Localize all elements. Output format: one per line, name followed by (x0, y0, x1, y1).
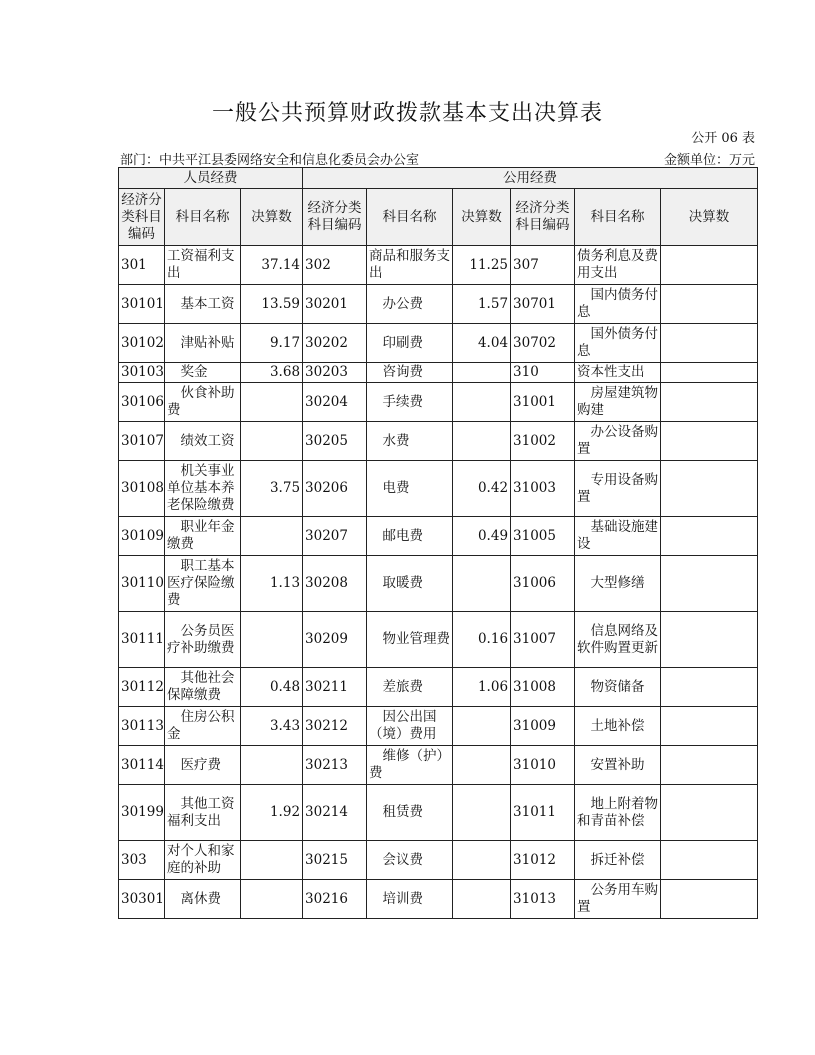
name-cell: 其他工资福利支出 (165, 785, 241, 841)
code-cell: 31011 (511, 785, 575, 841)
amount-cell (661, 556, 758, 612)
code-cell: 30206 (303, 461, 367, 517)
name-cell: 公务员医疗补助缴费 (165, 612, 241, 668)
table-row (119, 324, 758, 363)
amount-cell (453, 841, 511, 880)
code-cell: 31002 (511, 422, 575, 461)
code-cell: 30112 (119, 668, 165, 707)
code-cell: 30215 (303, 841, 367, 880)
amount-cell (241, 383, 303, 422)
code-cell: 31013 (511, 880, 575, 919)
code-cell: 30114 (119, 746, 165, 785)
amount-cell (661, 461, 758, 517)
amount-cell (453, 785, 511, 841)
code-cell: 31007 (511, 612, 575, 668)
amount-cell: 1.13 (241, 556, 303, 612)
amount-cell: 3.68 (241, 363, 303, 383)
code-cell: 30103 (119, 363, 165, 383)
code-cell: 31001 (511, 383, 575, 422)
amount-cell (661, 841, 758, 880)
expenditure-table (118, 167, 758, 919)
col-amount-3: 决算数 (661, 189, 758, 246)
name-cell: 工资福利支出 (165, 246, 241, 285)
name-cell: 因公出国（境）费用 (367, 707, 453, 746)
code-cell: 310 (511, 363, 575, 383)
name-cell: 津贴补贴 (165, 324, 241, 363)
code-cell: 30213 (303, 746, 367, 785)
name-cell: 信息网络及软件购置更新 (575, 612, 661, 668)
code-cell: 30216 (303, 880, 367, 919)
code-cell: 30106 (119, 383, 165, 422)
name-cell: 专用设备购置 (575, 461, 661, 517)
amount-cell (661, 746, 758, 785)
code-cell: 301 (119, 246, 165, 285)
name-cell: 安置补助 (575, 746, 661, 785)
code-cell: 30208 (303, 556, 367, 612)
amount-cell: 11.25 (453, 246, 511, 285)
col-name-3: 科目名称 (575, 189, 661, 246)
amount-cell (661, 517, 758, 556)
code-cell: 30211 (303, 668, 367, 707)
department-label: 部门：中共平江县委网络安全和信息化委员会办公室 (120, 153, 420, 168)
code-cell: 30113 (119, 707, 165, 746)
table-row (119, 246, 758, 285)
amount-cell (241, 841, 303, 880)
amount-cell (453, 383, 511, 422)
name-cell: 职业年金缴费 (165, 517, 241, 556)
amount-cell: 0.48 (241, 668, 303, 707)
name-cell: 基础设施建设 (575, 517, 661, 556)
name-cell: 邮电费 (367, 517, 453, 556)
amount-cell: 3.43 (241, 707, 303, 746)
name-cell: 物业管理费 (367, 612, 453, 668)
col-name-1: 科目名称 (165, 189, 241, 246)
table-row (119, 422, 758, 461)
personnel-header: 人员经费 (119, 168, 303, 189)
name-cell: 土地补偿 (575, 707, 661, 746)
name-cell: 机关事业单位基本养老保险缴费 (165, 461, 241, 517)
name-cell: 资本性支出 (575, 363, 661, 383)
amount-cell (453, 746, 511, 785)
name-cell: 办公费 (367, 285, 453, 324)
code-cell: 30202 (303, 324, 367, 363)
name-cell: 奖金 (165, 363, 241, 383)
col-amount-2: 决算数 (453, 189, 511, 246)
amount-cell: 0.16 (453, 612, 511, 668)
name-cell: 拆迁补偿 (575, 841, 661, 880)
name-cell: 电费 (367, 461, 453, 517)
table-row (119, 363, 758, 383)
amount-cell (661, 324, 758, 363)
table-row (119, 556, 758, 612)
header-row-columns (119, 189, 758, 246)
table-row (119, 841, 758, 880)
amount-cell: 9.17 (241, 324, 303, 363)
name-cell: 取暖费 (367, 556, 453, 612)
name-cell: 商品和服务支出 (367, 246, 453, 285)
code-cell: 302 (303, 246, 367, 285)
amount-cell (661, 422, 758, 461)
amount-cell (661, 668, 758, 707)
code-cell: 30209 (303, 612, 367, 668)
code-cell: 30102 (119, 324, 165, 363)
table-row (119, 461, 758, 517)
amount-cell: 4.04 (453, 324, 511, 363)
name-cell: 维修（护）费 (367, 746, 453, 785)
amount-cell: 0.42 (453, 461, 511, 517)
name-cell: 物资储备 (575, 668, 661, 707)
name-cell: 住房公积金 (165, 707, 241, 746)
col-code-3: 经济分类科目编码 (511, 189, 575, 246)
amount-cell (241, 612, 303, 668)
name-cell: 国内债务付息 (575, 285, 661, 324)
col-code-2: 经济分类科目编码 (303, 189, 367, 246)
amount-cell: 0.49 (453, 517, 511, 556)
form-number: 公开 06 表 (691, 131, 755, 146)
name-cell: 对个人和家庭的补助 (165, 841, 241, 880)
name-cell: 手续费 (367, 383, 453, 422)
amount-cell (241, 422, 303, 461)
name-cell: 大型修缮 (575, 556, 661, 612)
code-cell: 307 (511, 246, 575, 285)
code-cell: 31008 (511, 668, 575, 707)
table-row (119, 285, 758, 324)
name-cell: 会议费 (367, 841, 453, 880)
name-cell: 水费 (367, 422, 453, 461)
amount-cell (661, 880, 758, 919)
name-cell: 国外债务付息 (575, 324, 661, 363)
amount-cell: 1.06 (453, 668, 511, 707)
code-cell: 30702 (511, 324, 575, 363)
amount-cell (453, 880, 511, 919)
code-cell: 30109 (119, 517, 165, 556)
amount-cell: 37.14 (241, 246, 303, 285)
col-name-2: 科目名称 (367, 189, 453, 246)
name-cell: 租赁费 (367, 785, 453, 841)
table-row (119, 668, 758, 707)
amount-cell (661, 785, 758, 841)
code-cell: 30199 (119, 785, 165, 841)
code-cell: 31010 (511, 746, 575, 785)
table-row (119, 707, 758, 746)
table-row (119, 517, 758, 556)
code-cell: 31003 (511, 461, 575, 517)
amount-cell (241, 880, 303, 919)
name-cell: 基本工资 (165, 285, 241, 324)
code-cell: 30301 (119, 880, 165, 919)
name-cell: 其他社会保障缴费 (165, 668, 241, 707)
amount-cell (661, 383, 758, 422)
code-cell: 30203 (303, 363, 367, 383)
table-row (119, 880, 758, 919)
name-cell: 离休费 (165, 880, 241, 919)
amount-cell: 1.57 (453, 285, 511, 324)
name-cell: 公务用车购置 (575, 880, 661, 919)
header-row-groups (119, 168, 758, 189)
name-cell: 债务利息及费用支出 (575, 246, 661, 285)
code-cell: 30110 (119, 556, 165, 612)
public-header: 公用经费 (303, 168, 758, 189)
amount-cell (661, 612, 758, 668)
code-cell: 30207 (303, 517, 367, 556)
amount-cell (453, 422, 511, 461)
amount-cell: 1.92 (241, 785, 303, 841)
name-cell: 医疗费 (165, 746, 241, 785)
table-row (119, 746, 758, 785)
name-cell: 印刷费 (367, 324, 453, 363)
code-cell: 30107 (119, 422, 165, 461)
amount-cell: 3.75 (241, 461, 303, 517)
unit-label: 金额单位：万元 (663, 153, 755, 168)
code-cell: 30212 (303, 707, 367, 746)
code-cell: 30205 (303, 422, 367, 461)
name-cell: 差旅费 (367, 668, 453, 707)
amount-cell (661, 285, 758, 324)
code-cell: 31005 (511, 517, 575, 556)
amount-cell (453, 363, 511, 383)
code-cell: 31012 (511, 841, 575, 880)
amount-cell (241, 746, 303, 785)
name-cell: 伙食补助费 (165, 383, 241, 422)
col-amount-1: 决算数 (241, 189, 303, 246)
name-cell: 办公设备购置 (575, 422, 661, 461)
name-cell: 咨询费 (367, 363, 453, 383)
code-cell: 303 (119, 841, 165, 880)
page-title: 一般公共预算财政拨款基本支出决算表 (211, 101, 603, 126)
code-cell: 31009 (511, 707, 575, 746)
amount-cell (661, 707, 758, 746)
name-cell: 职工基本医疗保险缴费 (165, 556, 241, 612)
amount-cell (661, 246, 758, 285)
code-cell: 30214 (303, 785, 367, 841)
code-cell: 30204 (303, 383, 367, 422)
table-row (119, 383, 758, 422)
amount-cell (453, 707, 511, 746)
amount-cell (453, 556, 511, 612)
name-cell: 绩效工资 (165, 422, 241, 461)
code-cell: 31006 (511, 556, 575, 612)
code-cell: 30101 (119, 285, 165, 324)
amount-cell (241, 517, 303, 556)
amount-cell (661, 363, 758, 383)
table-row (119, 785, 758, 841)
code-cell: 30701 (511, 285, 575, 324)
name-cell: 培训费 (367, 880, 453, 919)
table-row (119, 612, 758, 668)
col-code-1: 经济分类科目编码 (119, 189, 165, 246)
code-cell: 30111 (119, 612, 165, 668)
name-cell: 房屋建筑物购建 (575, 383, 661, 422)
code-cell: 30201 (303, 285, 367, 324)
name-cell: 地上附着物和青苗补偿 (575, 785, 661, 841)
amount-cell: 13.59 (241, 285, 303, 324)
code-cell: 30108 (119, 461, 165, 517)
table-body (119, 246, 758, 919)
